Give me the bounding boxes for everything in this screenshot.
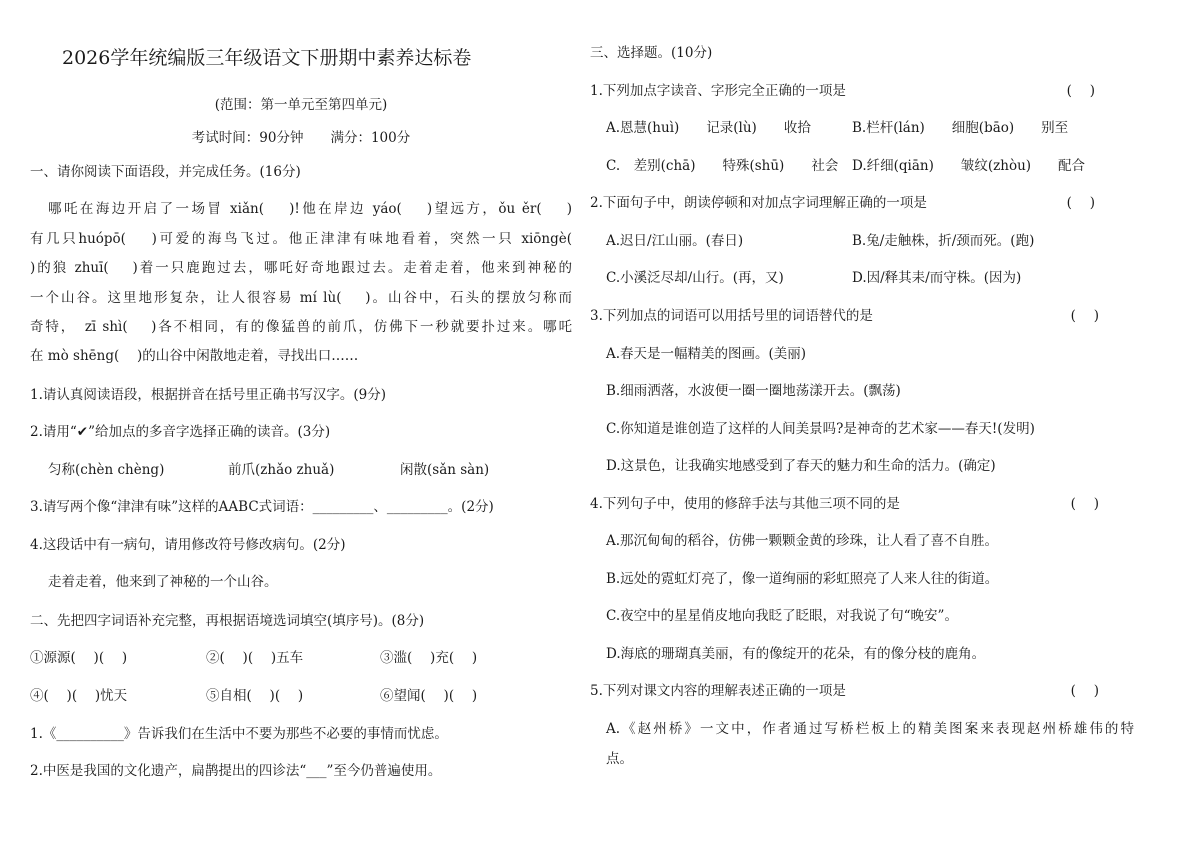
- option-d: D.因/释其耒/而守株。(因为): [852, 270, 1022, 286]
- s2-question-1: 1.《__________》告诉我们在生活中不要为那些不必要的事情而忧虑。: [30, 726, 448, 742]
- polyphone-option: 闲散(sǎn sàn): [400, 462, 490, 478]
- idiom-item: ④( )( )忧天: [30, 688, 128, 704]
- exam-scope: (范围：第一单元至第四单元): [214, 97, 388, 113]
- answer-bracket: ( ): [1070, 496, 1099, 512]
- passage-line: )的狼 zhuī( )着一只鹿跑过去，哪吒好奇地跟过去。走着走着，他来到神秘的: [30, 260, 572, 276]
- option-a-continued: 点。: [606, 751, 633, 767]
- s1-question-1: 1.请认真阅读语段，根据拼音在括号里正确书写汉字。(9分): [30, 387, 387, 403]
- option-d: D.这景色，让我确实地感受到了春天的魅力和生命的活力。(确定): [606, 458, 996, 474]
- option-b: B.栏杆(lán) 细胞(bāo) 别至: [852, 120, 1069, 136]
- answer-bracket: ( ): [1066, 83, 1095, 99]
- faulty-sentence: 走着走着，他来到了神秘的一个山谷。: [48, 574, 278, 590]
- option-a: A.恩慧(huì) 记录(lù) 收拾: [606, 120, 811, 136]
- idiom-item: ②( )( )五车: [206, 650, 304, 666]
- mc-question-4: 4.下列句子中，使用的修辞手法与其他三项不同的是: [590, 496, 900, 512]
- option-d: D.纤细(qiān) 皱纹(zhòu) 配合: [852, 158, 1086, 174]
- idiom-item: ①源源( )( ): [30, 650, 128, 666]
- option-d: D.海底的珊瑚真美丽，有的像绽开的花朵，有的像分枝的鹿角。: [606, 646, 986, 662]
- polyphone-option: 匀称(chèn chèng): [48, 462, 165, 478]
- option-c: C.小溪泛尽却/山行。(再，又): [606, 270, 784, 286]
- exam-info: 考试时间：90分钟 满分：100分: [191, 130, 411, 146]
- option-c: C.你知道是谁创造了这样的人间美景吗?是神奇的艺术家——春天!(发明): [606, 421, 1035, 437]
- section2-heading: 二、先把四字词语补充完整，再根据语境选词填空(填序号)。(8分): [30, 613, 425, 629]
- s1-question-4: 4.这段话中有一病句，请用修改符号修改病句。(2分): [30, 537, 346, 553]
- option-c: C. 差别(chā) 特殊(shū) 社会: [606, 158, 839, 174]
- mc-question-1: 1.下列加点字读音、字形完全正确的一项是: [590, 83, 846, 99]
- answer-bracket: ( ): [1070, 683, 1099, 699]
- section3-heading: 三、选择题。(10分): [590, 45, 713, 61]
- mc-question-5: 5.下列对课文内容的理解表述正确的一项是: [590, 683, 846, 699]
- option-a: A.迟日/江山丽。(春日): [606, 233, 744, 249]
- passage-line: 在 mò shēng( )的山谷中闲散地走着，寻找出口……: [30, 348, 359, 364]
- option-a: A.春天是一幅精美的图画。(美丽): [606, 346, 807, 362]
- page-title: 2026学年统编版三年级语文下册期中素养达标卷: [62, 47, 472, 69]
- option-a: A.那沉甸甸的稻谷，仿佛一颗颗金黄的珍珠，让人看了喜不自胜。: [606, 533, 999, 549]
- idiom-item: ③滥( )充( ): [380, 650, 478, 666]
- idiom-item: ⑤自相( )( ): [206, 688, 304, 704]
- polyphone-option: 前爪(zhǎo zhuǎ): [228, 462, 335, 478]
- option-a: A.《赵州桥》一文中，作者通过写桥栏板上的精美图案来表现赵州桥雄伟的特: [606, 721, 1134, 737]
- s1-question-2: 2.请用“✔”给加点的多音字选择正确的读音。(3分): [30, 424, 331, 440]
- option-b: B.兔/走触株，折/颈而死。(跑): [852, 233, 1035, 249]
- passage-line: 一个山谷。这里地形复杂，让人很容易 mí lù( )。山谷中，石头的摆放匀称而: [30, 290, 572, 306]
- passage-line: 奇特， zī shì( )各不相同，有的像猛兽的前爪，仿佛下一秒就要扑过来。哪吒: [30, 319, 572, 335]
- s1-question-3: 3.请写两个像“津津有味”这样的AABC式词语：_________、_________。(2分): [30, 499, 494, 515]
- s2-question-2: 2.中医是我国的文化遗产，扁鹊提出的四诊法“___”至今仍普遍使用。: [30, 763, 442, 779]
- passage-line: 有几只huópō( )可爱的海鸟飞过。他正津津有味地看着，突然一只 xiōngè(: [30, 231, 572, 247]
- option-c: C.夜空中的星星俏皮地向我眨了眨眼，对我说了句“晚安”。: [606, 608, 958, 624]
- section1-heading: 一、请你阅读下面语段，并完成任务。(16分): [30, 164, 301, 180]
- option-b: B.远处的霓虹灯亮了，像一道绚丽的彩虹照亮了人来人往的街道。: [606, 571, 999, 587]
- option-b: B.细雨洒落，水波便一圈一圈地荡漾开去。(飘荡): [606, 383, 901, 399]
- answer-bracket: ( ): [1070, 308, 1099, 324]
- mc-question-2: 2.下面句子中，朗读停顿和对加点字词理解正确的一项是: [590, 195, 927, 211]
- mc-question-3: 3.下列加点的词语可以用括号里的词语替代的是: [590, 308, 873, 324]
- idiom-item: ⑥望闻( )( ): [380, 688, 478, 704]
- answer-bracket: ( ): [1066, 195, 1095, 211]
- passage-line: 哪吒在海边开启了一场冒 xiǎn( )!他在岸边 yáo( )望远方，ǒu ěr( ): [48, 201, 572, 217]
